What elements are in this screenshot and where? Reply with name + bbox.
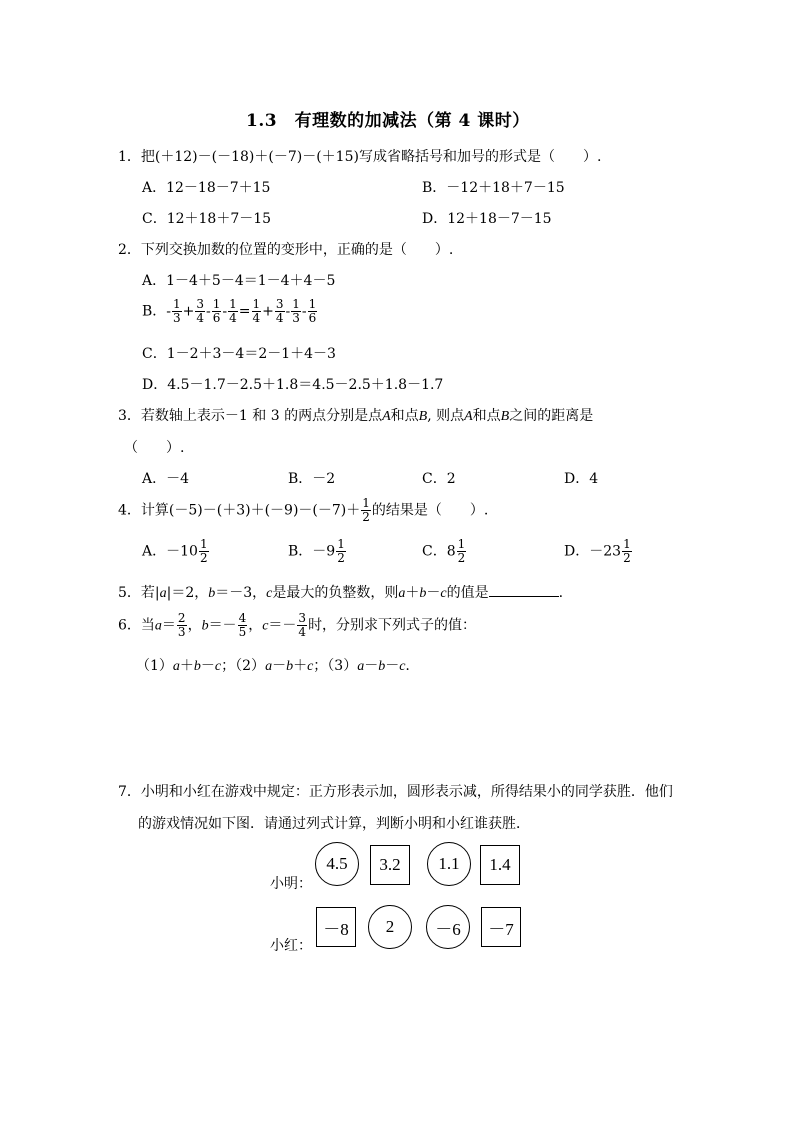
op: ＋	[405, 585, 420, 601]
denominator: 5	[238, 625, 247, 639]
var-a: a	[357, 659, 365, 674]
q5-text: .	[558, 585, 564, 601]
op: ＋	[293, 658, 308, 674]
var-b: b	[193, 659, 201, 674]
var-b: b	[208, 586, 216, 601]
fraction	[228, 298, 238, 325]
op: -	[301, 303, 307, 320]
q5-text: ＝－3，	[215, 585, 267, 601]
var-c: c	[262, 618, 269, 634]
q4-option-label: B．	[288, 543, 313, 560]
denominator: 6	[308, 311, 317, 325]
answer-blank[interactable]	[489, 582, 559, 597]
numerator: 1	[229, 297, 237, 311]
ming-square-1: 3.2	[370, 845, 410, 885]
denominator: 2	[199, 551, 208, 565]
q7-stem-line1: 7．小明和小红在游戏中规定：正方形表示加，圆形表示减，所得结果小的同学获胜．他们	[118, 784, 673, 800]
denominator: 4	[298, 625, 307, 639]
whole-part: －23	[589, 543, 622, 560]
q4-option-label: A．	[142, 543, 167, 560]
ming-square-2: 1.4	[480, 845, 520, 885]
denominator: 2	[337, 551, 345, 565]
q6-text: ，	[187, 617, 202, 634]
var-b: b	[419, 586, 427, 601]
op: =	[238, 303, 251, 320]
var-c: c	[399, 659, 406, 674]
denominator: 3	[177, 625, 186, 639]
var-b: B	[500, 409, 510, 424]
q2-option-b-label: B．	[142, 303, 167, 320]
fraction	[199, 538, 209, 565]
q3-stem	[118, 405, 593, 425]
page-title: 1.3 有理数的加减法（第 4 课时）	[246, 111, 530, 131]
numerator: 1	[173, 297, 181, 311]
fraction	[291, 298, 301, 325]
op: +	[262, 303, 274, 320]
q2-option-a: A．1－4＋5－4＝1－4＋4－5	[142, 273, 336, 289]
var-c: c	[266, 586, 273, 601]
op: ＝	[161, 617, 176, 634]
q4-stem	[118, 497, 488, 524]
ming-circle-2: 1.1	[427, 842, 471, 886]
numerator: 1	[623, 537, 631, 551]
op: －	[364, 658, 379, 674]
fraction	[361, 497, 371, 524]
q6-subpart-label: ；（3）	[313, 658, 358, 674]
q3-option-a: A．－4	[142, 471, 190, 487]
q1-option-c: C．12＋18＋7－15	[142, 211, 272, 227]
whole-part: 8	[446, 543, 456, 560]
fraction	[457, 538, 467, 565]
q5-text: 5．若|	[118, 585, 160, 601]
op: ＝－	[208, 617, 237, 634]
q3-text: , 则点	[427, 408, 465, 424]
hong-circle-2: －6	[426, 905, 470, 949]
fraction	[336, 538, 346, 565]
op: ＋	[179, 658, 194, 674]
op: －	[385, 658, 400, 674]
q2-option-c: C．1－2＋3－4＝2－1＋4－3	[142, 346, 336, 362]
q5-stem	[118, 582, 563, 602]
q4-option-a	[142, 538, 210, 565]
denominator: 3	[292, 311, 300, 325]
var-b: b	[378, 659, 386, 674]
denominator: 4	[252, 311, 261, 325]
q5-text: 的值是	[446, 585, 489, 601]
q3-text: 之间的距离是	[509, 408, 594, 424]
var-a: a	[159, 586, 167, 601]
q2-option-d: D．4.5－1.7－2.5＋1.8＝4.5－2.5＋1.8－1.7	[142, 377, 444, 393]
var-c: c	[214, 659, 222, 674]
op: ＝－	[268, 617, 297, 634]
fraction	[308, 298, 318, 325]
q1-option-b: B．－12＋18＋7－15	[422, 180, 565, 196]
q3-text: 3．若数轴上表示－1 和 3 的两点分别是点	[118, 408, 383, 424]
xiaohong-label: 小红：	[270, 938, 312, 954]
q5-text: 是最大的负整数，则	[272, 585, 399, 601]
var-a: A	[464, 409, 473, 424]
whole-part: －10	[166, 543, 198, 560]
op: -	[166, 303, 172, 320]
fraction	[212, 298, 222, 325]
q6-text: .	[405, 658, 410, 674]
q5-text: |＝2，	[166, 585, 209, 601]
xiaoming-label: 小明：	[270, 876, 312, 892]
q7-stem-line2: 的游戏情况如下图．请通过列式计算，判断小明和小红谁获胜．	[138, 816, 530, 832]
fraction	[297, 612, 307, 639]
numerator: 4	[238, 611, 247, 625]
q2-stem: 2．下列交换加数的位置的变形中，正确的是（ ）.	[118, 242, 454, 258]
q4-text: 的结果是（ ）.	[371, 502, 489, 519]
q6-subpart-label: ；（2）	[221, 658, 266, 674]
numerator: 1	[252, 297, 261, 311]
fraction	[238, 612, 248, 639]
hong-square-2: －7	[481, 907, 521, 947]
q1-option-a: A．12－18－7＋15	[142, 180, 271, 196]
fraction	[622, 538, 632, 565]
op: -	[206, 303, 211, 320]
q3-text: 和点	[390, 408, 419, 424]
numerator: 2	[177, 611, 186, 625]
q4-option-d	[564, 538, 633, 565]
op: +	[182, 303, 195, 320]
q3-option-c: C．2	[422, 471, 456, 487]
q4-text: 4．计算(－5)－(＋3)＋(－9)－(－7)＋	[118, 502, 361, 519]
q6-subparts	[136, 655, 410, 675]
q2-option-b	[142, 298, 318, 325]
var-b: b	[201, 618, 209, 634]
denominator: 4	[229, 311, 237, 325]
q6-text: ，	[248, 617, 263, 634]
op: －	[200, 658, 215, 674]
numerator: 3	[275, 297, 284, 311]
numerator: 1	[212, 297, 221, 311]
numerator: 3	[196, 297, 205, 311]
ming-circle-1: 4.5	[315, 842, 359, 886]
denominator: 2	[457, 551, 466, 565]
denominator: 2	[623, 551, 631, 565]
var-a: a	[154, 618, 162, 634]
q3-stem-line2: （ ）.	[124, 440, 185, 456]
q6-text: 6．当	[118, 617, 155, 634]
denominator: 4	[196, 311, 205, 325]
q4-option-b	[288, 538, 347, 565]
numerator: 1	[457, 537, 466, 551]
whole-part: －9	[312, 543, 336, 560]
denominator: 6	[212, 311, 221, 325]
var-a: A	[382, 409, 391, 424]
var-c: c	[440, 586, 447, 601]
fraction	[252, 298, 262, 325]
q6-text: 时，分别求下列式子的值：	[308, 617, 477, 634]
numerator: 1	[199, 537, 208, 551]
numerator: 1	[362, 496, 370, 510]
q4-option-label: D．	[564, 543, 590, 560]
numerator: 1	[308, 297, 317, 311]
var-c: c	[307, 659, 314, 674]
fraction	[177, 612, 187, 639]
op: -	[222, 303, 228, 320]
op: －	[272, 658, 287, 674]
var-a: a	[265, 659, 273, 674]
q3-option-d: D．4	[564, 471, 599, 487]
q4-option-label: C．	[422, 543, 447, 560]
op: －	[426, 585, 441, 601]
var-a: a	[172, 659, 180, 674]
q1-stem: 1．把(＋12)－(－18)＋(－7)－(＋15)写成省略括号和加号的形式是（ ）.	[118, 149, 602, 165]
q6-stem	[118, 612, 476, 639]
fraction	[195, 298, 205, 325]
op: -	[285, 303, 291, 320]
denominator: 3	[173, 311, 181, 325]
numerator: 1	[292, 297, 300, 311]
var-a: a	[398, 586, 406, 601]
fraction	[172, 298, 182, 325]
q3-text: 和点	[472, 408, 501, 424]
numerator: 1	[337, 537, 345, 551]
q3-option-b: B．－2	[288, 471, 336, 487]
var-b: B	[418, 409, 428, 424]
q1-option-d: D．12＋18－7－15	[422, 211, 552, 227]
numerator: 3	[298, 611, 307, 625]
hong-circle-1: 2	[368, 905, 412, 949]
denominator: 4	[275, 311, 284, 325]
denominator: 2	[362, 510, 370, 524]
hong-square-1: －8	[316, 907, 356, 947]
q6-subpart-label: （1）	[136, 658, 173, 674]
fraction	[275, 298, 285, 325]
q4-option-c	[422, 538, 467, 565]
var-b: b	[286, 659, 294, 674]
